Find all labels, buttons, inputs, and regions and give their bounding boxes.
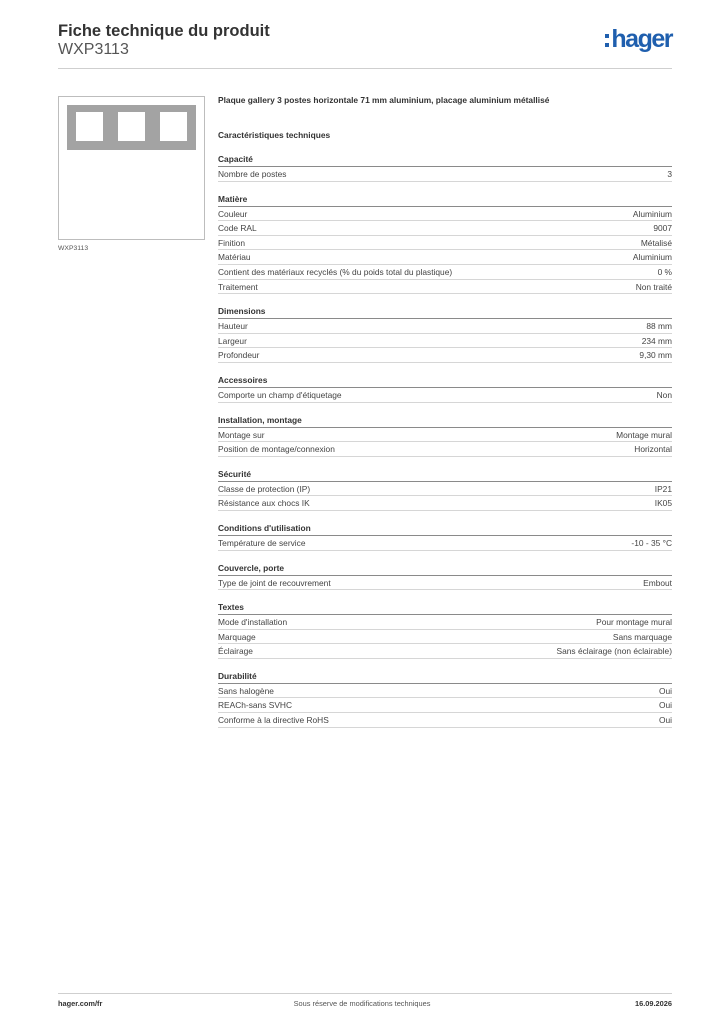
section-title: Textes — [218, 601, 672, 615]
spec-row — [218, 496, 672, 511]
spec-row — [218, 348, 672, 363]
spec-section — [218, 305, 672, 363]
plate-opening — [118, 112, 145, 141]
tech-characteristics-title: Caractéristiques techniques — [218, 130, 331, 140]
image-caption: WXP3113 — [58, 245, 89, 252]
spec-value: IK05 — [654, 498, 672, 509]
plate-opening — [76, 112, 103, 141]
plate-opening — [160, 112, 187, 141]
spec-row — [218, 698, 672, 713]
spec-label: Montage sur — [218, 429, 265, 440]
product-image — [58, 96, 205, 240]
spec-value: Sans marquage — [612, 631, 672, 642]
section-title: Capacité — [218, 153, 672, 167]
spec-row — [218, 388, 672, 403]
spec-value: 9007 — [653, 223, 672, 234]
spec-label: Mode d'installation — [218, 617, 288, 628]
spec-label: Éclairage — [218, 646, 253, 657]
spec-row — [218, 236, 672, 251]
spec-row — [218, 713, 672, 728]
spec-label: Couleur — [218, 208, 248, 219]
footer-divider — [58, 993, 672, 994]
spec-value: IP21 — [654, 483, 672, 494]
section-title: Accessoires — [218, 374, 672, 388]
spec-row — [218, 644, 672, 659]
spec-section — [218, 193, 672, 295]
spec-section — [218, 670, 672, 728]
spec-label: Marquage — [218, 631, 256, 642]
spec-value: Horizontal — [634, 444, 672, 455]
spec-section — [218, 468, 672, 511]
spec-section — [218, 562, 672, 591]
spec-label: Profondeur — [218, 350, 260, 361]
spec-value: Métalisé — [640, 237, 672, 248]
spec-content — [218, 92, 672, 728]
spec-value: Pour montage mural — [596, 617, 672, 628]
spec-section — [218, 414, 672, 457]
spec-value: 3 — [667, 169, 672, 179]
spec-row — [218, 280, 672, 295]
spec-section — [218, 601, 672, 659]
section-title: Installation, montage — [218, 414, 672, 428]
spec-value: Montage mural — [616, 429, 672, 440]
logo-dots-icon — [605, 34, 609, 47]
hager-logo — [605, 25, 672, 54]
spec-value: 9,30 mm — [639, 350, 672, 361]
spec-label: Finition — [218, 237, 245, 248]
spec-label: Conforme à la directive RoHS — [218, 715, 329, 726]
spec-label: Matériau — [218, 252, 251, 263]
logo-text: hager — [611, 25, 672, 53]
page-header — [58, 22, 672, 68]
spec-row — [218, 207, 672, 222]
header-divider — [58, 68, 672, 69]
spec-label: Classe de protection (IP) — [218, 483, 311, 494]
spec-row — [218, 536, 672, 551]
spec-row — [218, 221, 672, 236]
spec-label: Type de joint de recouvrement — [218, 577, 331, 588]
spec-value: Aluminium — [632, 208, 672, 219]
footer-date: 16.09.2026 — [635, 999, 672, 1008]
spec-value: Oui — [658, 700, 672, 711]
spec-label: Code RAL — [218, 223, 257, 234]
spec-row — [218, 482, 672, 497]
spec-label: Largeur — [218, 335, 247, 346]
spec-row — [218, 615, 672, 630]
section-title: Conditions d'utilisation — [218, 522, 672, 536]
spec-label: Température de service — [218, 537, 306, 548]
spec-label: Sans halogène — [218, 685, 274, 696]
spec-section — [218, 153, 672, 182]
spec-label: Résistance aux chocs IK — [218, 498, 310, 509]
spec-label: Nombre de postes — [218, 169, 287, 179]
spec-value: Oui — [658, 715, 672, 726]
section-title: Couvercle, porte — [218, 562, 672, 576]
spec-value: 234 mm — [641, 335, 672, 346]
spec-label: Comporte un champ d'étiquetage — [218, 389, 342, 400]
spec-label: Position de montage/connexion — [218, 444, 335, 455]
spec-row — [218, 334, 672, 349]
spec-row — [218, 167, 672, 182]
spec-row — [218, 442, 672, 457]
product-reference: WXP3113 — [58, 41, 129, 58]
spec-sections — [218, 153, 672, 728]
plate-illustration — [67, 105, 196, 150]
spec-row — [218, 576, 672, 591]
section-title: Sécurité — [218, 468, 672, 482]
product-description: Plaque gallery 3 postes horizontale 71 mm aluminium, placage aluminium métallisé — [218, 95, 550, 105]
spec-row — [218, 630, 672, 645]
footer-notice: Sous réserve de modifications techniques — [293, 999, 431, 1008]
spec-label: Traitement — [218, 281, 258, 292]
spec-value: Non traité — [635, 281, 672, 292]
section-title: Dimensions — [218, 305, 672, 319]
spec-value: 0 % — [657, 266, 672, 277]
spec-value: 88 mm — [646, 321, 672, 332]
spec-value: -10 - 35 °C — [631, 537, 672, 548]
spec-value: Non — [656, 389, 672, 400]
section-title: Durabilité — [218, 670, 672, 684]
spec-label: Hauteur — [218, 321, 248, 332]
spec-row — [218, 250, 672, 265]
spec-value: Sans éclairage (non éclairable) — [556, 646, 672, 657]
spec-value: Oui — [658, 685, 672, 696]
spec-row — [218, 265, 672, 280]
spec-label: Contient des matériaux recyclés (% du poids total du plastique) — [218, 266, 453, 277]
spec-section — [218, 374, 672, 403]
footer-website: hager.com/fr — [58, 999, 103, 1008]
spec-value: Aluminium — [632, 252, 672, 263]
spec-row — [218, 319, 672, 334]
page-title: Fiche technique du produit — [58, 22, 270, 40]
spec-section — [218, 522, 672, 551]
spec-value: Embout — [643, 577, 672, 588]
section-title: Matière — [218, 193, 672, 207]
spec-label: REACh-sans SVHC — [218, 700, 293, 711]
spec-row — [218, 684, 672, 699]
spec-row — [218, 428, 672, 443]
